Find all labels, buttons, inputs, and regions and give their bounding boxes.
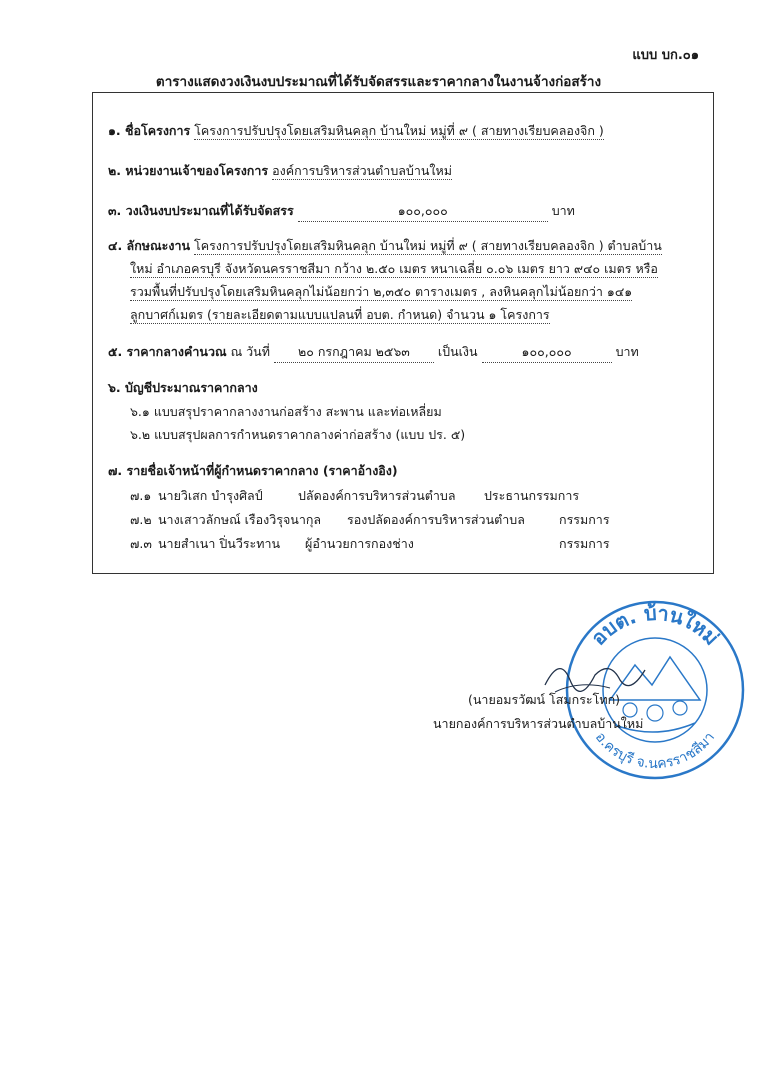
member-role: ประธานกรรมการ xyxy=(484,488,580,503)
member-position: ปลัดองค์การบริหารส่วนตำบล xyxy=(298,488,456,503)
svg-text:อ.ครบุรี จ.นครราชสีมา: อ.ครบุรี จ.นครราชสีมา xyxy=(591,729,719,773)
committee-row xyxy=(130,534,152,554)
item3-row xyxy=(108,201,575,222)
item5-unit: บาท xyxy=(615,344,639,359)
member-no: ๗.๑ xyxy=(130,488,152,503)
member-no: ๗.๓ xyxy=(130,536,152,551)
item4-line4: ลูกบาศก์เมตร (รายละเอียดตามแบบแปลนที่ อบต. กำหนด) จำนวน ๑ โครงการ xyxy=(130,307,550,322)
item3-unit: บาท xyxy=(551,203,575,218)
item6-label: ๖. บัญชีประมาณราคากลาง xyxy=(108,380,258,395)
signatory-position: นายกองค์การบริหารส่วนตำบลบ้านใหม่ xyxy=(433,716,644,731)
item4-line2: ใหม่ อำเภอครบุรี จังหวัดนครราชสีมา กว้าง ๒.๕๐ เมตร หนาเฉลี่ย ๐.๐๖ เมตร ยาว ๙๔๐ เมตร หรือ xyxy=(130,261,658,276)
member-no: ๗.๒ xyxy=(130,512,152,527)
item2-value: องค์การบริหารส่วนตำบลบ้านใหม่ xyxy=(272,163,452,178)
form-code: แบบ บก.๐๑ xyxy=(632,48,699,63)
item1-value: โครงการปรับปรุงโดยเสริมหินคลุก บ้านใหม่ หมู่ที่ ๙ ( สายทางเรียบคลองจิก ) xyxy=(194,123,604,138)
item4-line3-row xyxy=(130,282,632,302)
item2-row xyxy=(108,161,452,181)
item2-label: ๒. หน่วยงานเจ้าของโครงการ xyxy=(108,163,269,178)
item5-date: ๒๐ กรกฎาคม ๒๕๖๓ xyxy=(274,342,434,363)
member-role: กรรมการ xyxy=(559,536,610,551)
item5-label: ๕. ราคากลางคำนวณ xyxy=(108,344,227,359)
member-role: กรรมการ xyxy=(559,512,610,527)
item6-sub2: ๖.๒ แบบสรุปผลการกำหนดราคากลางค่าก่อสร้าง (แบบ ปร. ๕) xyxy=(130,427,466,442)
member-name: นายวิเสก บำรุงศิลป์ xyxy=(158,488,263,503)
document-title: ตารางแสดงวงเงินงบประมาณที่ได้รับจัดสรรและราคากลางในงานจ้างก่อสร้าง xyxy=(155,74,602,90)
item6-sub1: ๖.๑ แบบสรุปราคากลางงานก่อสร้าง สะพาน และท่อเหลี่ยม xyxy=(130,404,442,419)
member-position: รองปลัดองค์การบริหารส่วนตำบล xyxy=(347,512,525,527)
item7-label: ๗. รายชื่อเจ้าหน้าที่ผู้กำหนดราคากลาง (ราคาอ้างอิง) xyxy=(108,463,398,478)
item4-label: ๔. ลักษณะงาน xyxy=(108,238,191,253)
item5-amount: ๑๐๐,๐๐๐ xyxy=(482,342,612,363)
item4-line4-row xyxy=(130,305,550,325)
item3-label: ๓. วงเงินงบประมาณที่ได้รับจัดสรร xyxy=(108,203,294,218)
item5-amount-prefix: เป็นเงิน xyxy=(437,344,478,359)
member-name: นางเสาวลักษณ์ เรืองวิรุจนากุล xyxy=(158,512,322,527)
item5-date-prefix: ณ วันที่ xyxy=(230,344,270,359)
member-position: ผู้อำนวยการกองช่าง xyxy=(305,536,414,551)
committee-row xyxy=(130,510,152,530)
committee-row xyxy=(130,486,151,506)
signatory-name: (นายอมรวัฒน์ โสมกระโทก) xyxy=(468,692,621,707)
svg-text:อบต. บ้านใหม่: อบต. บ้านใหม่ xyxy=(586,600,724,650)
item4-row xyxy=(108,236,662,256)
item5-row xyxy=(108,342,639,363)
item4-line2-row xyxy=(130,259,658,279)
item4-line3: รวมพื้นที่ปรับปรุงโดยเสริมหินคลุกไม่น้อยกว่า ๒,๓๕๐ ตารางเมตร , ลงหินคลุกไม่น้อยกว่า ๑๔๑ xyxy=(130,284,633,299)
item4-line1: โครงการปรับปรุงโดยเสริมหินคลุก บ้านใหม่ หมู่ที่ ๙ ( สายทางเรียบคลองจิก ) ตำบลบ้าน xyxy=(194,238,662,253)
item1-row xyxy=(108,121,604,141)
item3-value: ๑๐๐,๐๐๐ xyxy=(298,201,548,222)
item1-label: ๑. ชื่อโครงการ xyxy=(108,123,191,138)
member-name: นายสำเนา ปิ่นวีระทาน xyxy=(158,536,281,551)
